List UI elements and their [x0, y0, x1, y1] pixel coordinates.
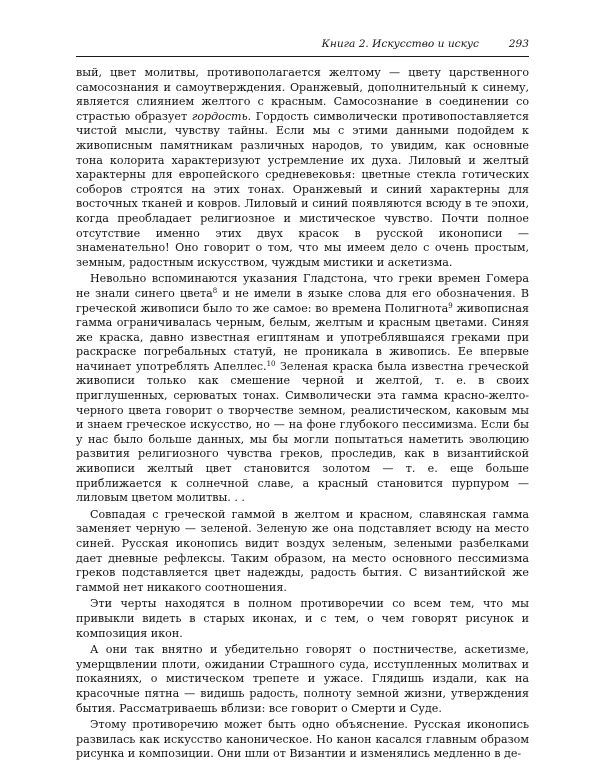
running-header [76, 36, 529, 52]
running-title: Книга 2. Искусство и искус [321, 38, 479, 50]
header-rule [76, 56, 529, 57]
emphasis-word: гордость [191, 109, 248, 123]
paragraph-2: Невольно вспоминаются указания Гладстона, что греки времен Гомера не знали синего цвета$^8$ и не имели в языке слова для его обозначения. В греческой живописи было то же самое: во времена Полигнота$^9$ живописная гамма ограничивалась черным, белым, желтым и красным цветами. Синяя же краска, давно известная египтянам и употреблявшаяся греками при раскраске погребальных статуй, не проникала в живопись. Ее впервые начинает употреблять Апеллес.$^{10}$ Зеленая краска была известна греческой живописи только как смешение черной и желтой, т. е. в своих приглушенных, серюватых тонах. Символически эта гамма красно-желто-черного цвета говорит о творчестве земном, реалистическом, каковым мы и знаем греческое искусство, но — на фоне глубокого пессимизма. Если бы у нас было больше данных, мы бы могли попытаться наметить эволюцию развития религиозного чувства греков, проследив, как в византийской живописи желтый цвет становится золотом — т. е. еще больше приближается к солнечной славе, а красный становится пурпуром — лиловым цветом молитвы. . . [76, 272, 529, 505]
paragraph-4: Эти черты находятся в полном противоречии со всем тем, что мы привыкли видеть в старых иконах, и с тем, о чем говорят рисунок и композиция икон. [76, 597, 529, 640]
footnote-ref-10: 10 [266, 359, 276, 368]
page-number: 293 [508, 38, 529, 50]
paragraph-6: Этому противоречию может быть одно объяснение. Русская иконопись развилась как искусство каноническое. Но канон касался главным образом рисунка и композиции. Они шли от Византии и изменялись медленно в де- [76, 718, 529, 761]
footnote-ref-9: 9 [448, 301, 453, 310]
body-text [76, 66, 529, 764]
paragraph-3: Совпадая с греческой гаммой в желтом и красном, славянская гамма заменяет черную — зеленой. Зеленую же она подставляет всюду на место синей. Русская иконопись видит воздух зеленым, зелеными разбелками дает дневные рефлексы. Таким образом, на место основного пессимизма греков подставляется цвет надежды, радость бытия. С византийской же гаммой нет никакого соотношения. [76, 507, 529, 594]
paragraph-1: вый, цвет молитвы, противополагается желтому — цвету царственного самосознания и самоутверждения. Оранжевый, дополнительный к синему, является слиянием желтого с красным. Самосознание в соединении со страстью образует гордость. Гордость символически противопоставляется чистой мысли, чувству тайны. Если мы с этими данными подойдем к живописным памятникам различных народов, то увидим, как основные тона колорита характеризуют устремление их духа. Лиловый и желтый характерны для европейского средневековья: цветные стекла готических соборов строятся на этих тонах. Оранжевый и синий характерны для восточных тканей и ковров. Лиловый и синий появляются всюду в те эпохи, когда преобладает религиозное и мистическое чувство. Почти полное отсутствие именно этих двух красок в русской иконописи — знаменательно! Оно говорит о том, что мы имеем дело с очень простым, земным, радостным искусством, чуждым мистики и аскетизма. [76, 66, 529, 269]
footnote-ref-8: 8 [212, 286, 218, 295]
paragraph-5: А они так внятно и убедительно говорят о постничестве, аскетизме, умерщвлении плоти, ожидании Страшного суда, исступленных молитвах и покаяниях, о мистическом трепете и ужасе. Глядишь издали, как на красочные пятна — видишь радость, полноту земной жизни, утверждения бытия. Рассматриваешь вблизи: все говорит о Смерти и Суде. [76, 643, 529, 715]
